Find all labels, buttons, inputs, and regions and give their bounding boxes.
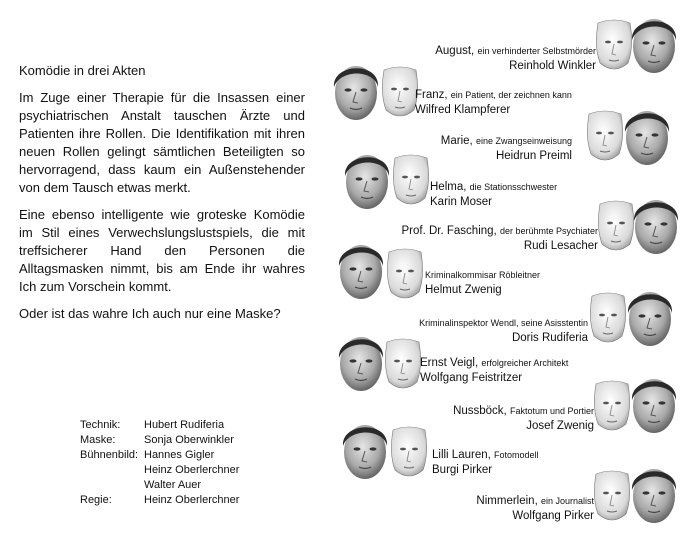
- actor-name: Wolfgang Pirker: [512, 510, 594, 522]
- credit-name: Heinz Oberlerchner: [144, 494, 240, 506]
- cast-entry: [415, 88, 572, 118]
- cast-entry: [476, 494, 594, 524]
- intro-paragraph-3: Oder ist das wahre Ich auch nur eine Maske?: [19, 306, 281, 321]
- portrait-wendl: [588, 282, 686, 352]
- actor-name: Doris Rudiferia: [511, 332, 588, 344]
- role-name: Lilli Lauren,: [432, 449, 491, 461]
- credit-label: Technik:: [80, 419, 121, 431]
- actor-name: Heidrun Preiml: [495, 150, 572, 162]
- actor-name: Reinhold Winkler: [509, 60, 596, 72]
- role-name: Franz,: [415, 89, 448, 101]
- role-description: ein Patient, der zeichnen kann: [450, 90, 572, 100]
- role-description: die Stationsschwester: [469, 182, 558, 192]
- cast-entry: [453, 404, 594, 434]
- portrait-lauren: [333, 416, 431, 486]
- role-name: Ernst Veigl,: [420, 357, 479, 369]
- intro-text: [19, 62, 305, 332]
- cast-entry: [425, 268, 540, 298]
- role-name: August,: [435, 45, 475, 57]
- portrait-veigl: [333, 326, 425, 398]
- role-description: erfolgreicher Architekt: [481, 358, 569, 368]
- credit-name: Hannes Gigler: [144, 449, 215, 461]
- credit-name: Walter Auer: [144, 479, 202, 491]
- actor-name: Burgi Pirker: [432, 464, 493, 476]
- cast-entry: [419, 316, 588, 346]
- credits: [80, 418, 239, 508]
- portrait-nimmerlein: [594, 460, 686, 530]
- cast-entry: [402, 224, 598, 254]
- role-description: ein Journalist: [540, 496, 594, 506]
- cast-entry: [432, 448, 539, 478]
- cast-entry: [441, 134, 572, 164]
- actor-name: Rudi Lesacher: [523, 240, 598, 252]
- role-name: Nimmerlein,: [476, 495, 538, 507]
- actor-name: Wolfgang Feistritzer: [420, 372, 523, 384]
- actor-name: Helmut Zwenig: [425, 284, 502, 296]
- portrait-marie: [585, 100, 685, 172]
- role-name: Nussböck,: [453, 405, 507, 417]
- role-description: Fotomodell: [494, 450, 539, 460]
- portrait-roebleitner: [333, 236, 425, 306]
- credit-label: Bühnenbild:: [80, 449, 139, 461]
- role-description: Faktotum und Portier: [509, 406, 594, 416]
- intro-paragraph-2: Eine ebenso intelligente wie groteske Komödie im Stil eines Verwechslungslustspiels, die mit treffsicherer Hand den Personen die Alltagsmasken nimmt, bis am Ende ihr wahres Ich zum Vorschein kommt.: [19, 207, 305, 294]
- play-subtitle: Komödie in drei Akten: [19, 63, 146, 78]
- role-name: Prof. Dr. Fasching,: [401, 225, 497, 237]
- intro-paragraph-1: Im Zuge einer Therapie für die Insassen einer psychiatrischen Anstalt tauschen Ärzte und Patienten ihre Rollen. Die Identifikation mit ihren neuen Rollen gelingt sämtlichen Beteiligten so hervorragend, dass kaum ein Außenstehender von dem Tausch etwas merkt.: [19, 90, 305, 195]
- role-description: ein verhinderter Selbstmörder: [477, 46, 596, 56]
- role-description: der berühmte Psychiater: [499, 226, 598, 236]
- portrait-franz: [330, 58, 420, 128]
- portrait-helma: [333, 146, 433, 218]
- role-description: Kriminalinspektor Wendl, seine Asisstentin: [419, 318, 588, 328]
- role-description: eine Zwangseinweisung: [475, 136, 572, 146]
- cast-entry: [420, 356, 568, 386]
- cast-entry: [435, 44, 596, 74]
- actor-name: Josef Zwenig: [526, 420, 594, 432]
- credit-label: Regie:: [80, 494, 112, 506]
- role-name: Marie,: [440, 135, 473, 147]
- credit-label: Maske:: [80, 434, 116, 446]
- credit-name: Heinz Oberlerchner: [144, 464, 240, 476]
- portrait-fasching: [598, 192, 686, 260]
- cast-entry: [430, 180, 557, 210]
- credit-name: Hubert Rudiferia: [144, 419, 225, 431]
- portrait-august: [596, 10, 686, 80]
- role-name: Helma,: [430, 181, 467, 193]
- actor-name: Karin Moser: [430, 196, 492, 208]
- role-description: Kriminalkommisar Röbleitner: [425, 270, 541, 280]
- credit-name: Sonja Oberwinkler: [144, 434, 234, 446]
- portrait-nussboeck: [592, 370, 686, 440]
- actor-name: Wilfred Klampferer: [415, 104, 511, 116]
